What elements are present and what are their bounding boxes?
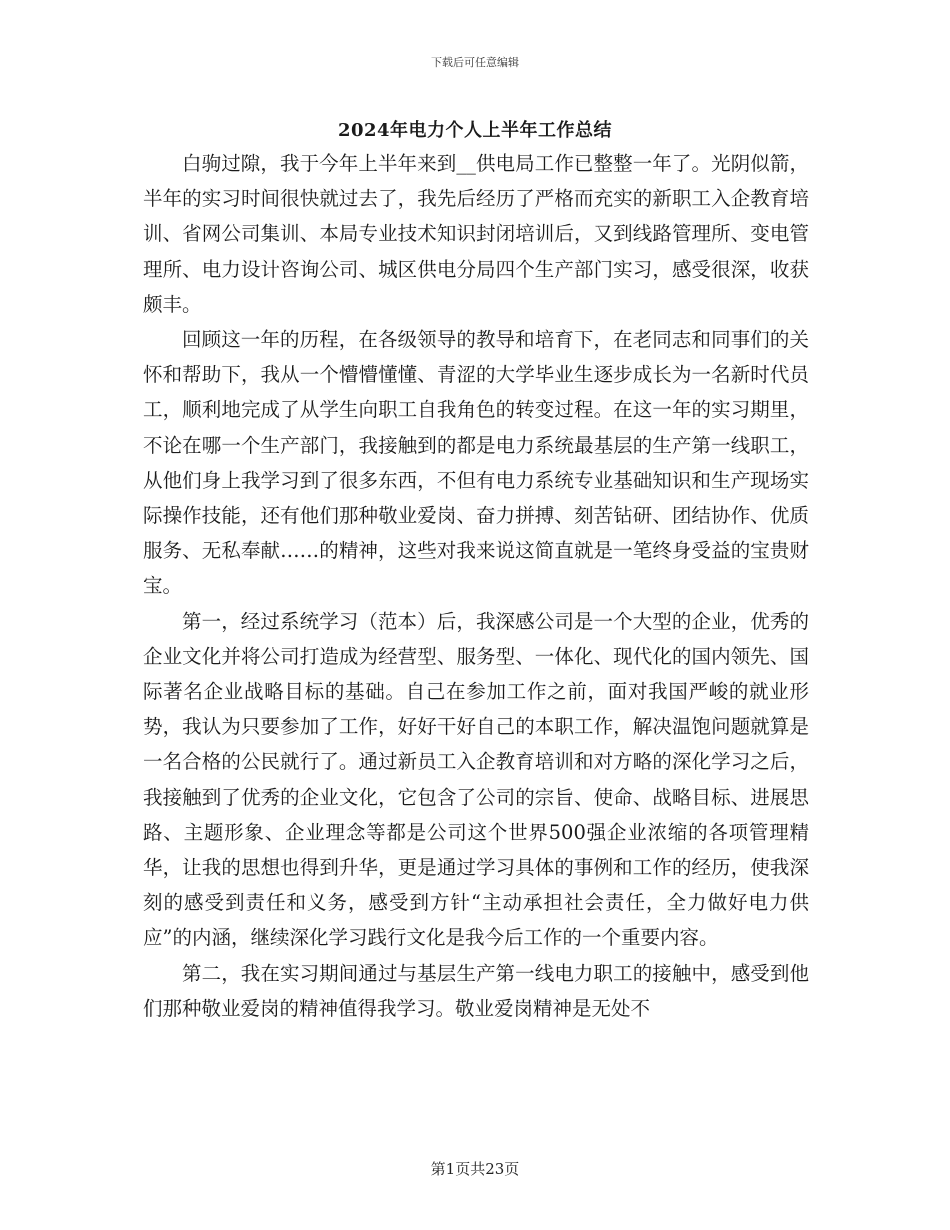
paragraph-4: 第二，我在实习期间通过与基层生产第一线电力职工的接触中，感受到他们那种敬业爱岗的精神值得我学习。敬业爱岗精神是无处不 — [143, 961, 809, 1020]
page-footer: 第1页共23页 — [430, 1160, 520, 1178]
paragraph-3: 第一，经过系统学习（范本）后，我深感公司是一个大型的企业，优秀的企业文化并将公司打造成为经营型、服务型、一体化、现代化的国内领先、国际著名企业战略目标的基础。自己在参加工作之前，面对我国严峻的就业形势，我认为只要参加了工作，好好干好自己的本职工作，解决温饱问题就算是一名合格的公民就行了。通过新员工入企教育培训和对方略的深化学习之后，我接触到了优秀的企业文化，它包含了公司的宗旨、使命、战略目标、进展思路、主题形象、企业理念等都是公司这个世界500强企业浓缩的各项管理精华，让我的思想也得到升华，更是通过学习具体的事例和工作的经历，使我深刻的感受到责任和义务，感受到方针“主动承担社会责任，全力做好电力供应”的内涵，继续深化学习践行文化是我今后工作的一个重要内容。 — [143, 609, 809, 950]
document-title: 2024年电力个人上半年工作总结 — [337, 120, 613, 141]
header-note: 下载后可任意编辑 — [431, 56, 519, 69]
paragraph-1: 白驹过隙，我于今年上半年来到__供电局工作已整整一年了。光阴似箭，半年的实习时间很快就过去了，我先后经历了严格而充实的新职工入企教育培训、省网公司集训、本局专业技术知识封闭培训后，又到线路管理所、变电管理所、电力设计咨询公司、城区供电分局四个生产部门实习，感受很深，收获颇丰。 — [143, 152, 809, 316]
paragraph-2: 回顾这一年的历程，在各级领导的教导和培育下，在老同志和同事们的关怀和帮助下，我从一个懵懵懂懂、青涩的大学毕业生逐步成长为一名新时代员工，顺利地完成了从学生向职工自我角色的转变过程。在这一年的实习期里，不论在哪一个生产部门，我接触到的都是电力系统最基层的生产第一线职工，从他们身上我学习到了很多东西，不但有电力系统专业基础知识和生产现场实际操作技能，还有他们那种敬业爱岗、奋力拼搏、刻苦钻研、团结协作、优质服务、无私奉献……的精神，这些对我来说这简直就是一笔终身受益的宝贵财宝。 — [143, 328, 809, 598]
document-body — [143, 146, 809, 1026]
